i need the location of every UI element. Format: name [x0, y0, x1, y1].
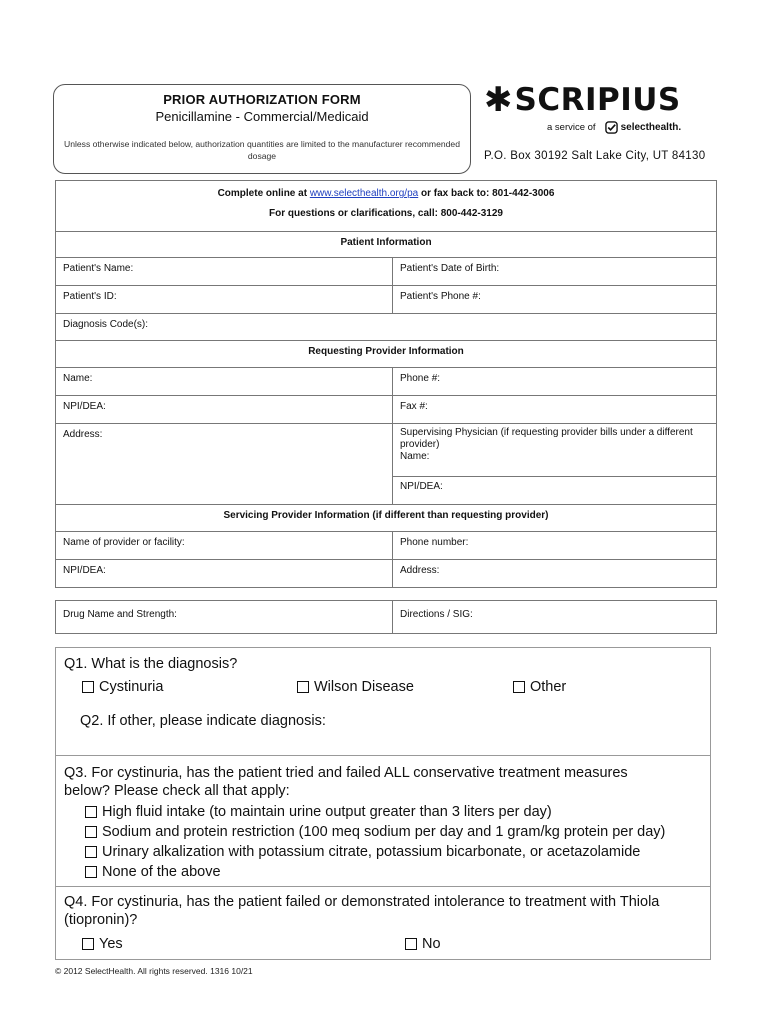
checkbox-icon[interactable] [82, 938, 94, 950]
service-prefix: a service of [547, 122, 596, 133]
form-note: Unless otherwise indicated below, authorization quantities are limited to the manufacturer recommended dosage [63, 139, 460, 161]
table-row [56, 559, 716, 587]
check-badge-icon [605, 121, 618, 134]
option-urinary-alkalization[interactable]: Urinary alkalization with potassium citrate, potassium bicarbonate, or acetazolamide [85, 844, 640, 860]
table-row [56, 531, 716, 559]
servicing-header-row [56, 504, 716, 531]
table-row [56, 313, 716, 340]
contact-line-2: For questions or clarifications, call: 800-442-3129 [269, 208, 503, 219]
supervising-name-field[interactable]: Name: [400, 451, 430, 462]
patient-dob-field[interactable]: Patient's Date of Birth: [392, 258, 716, 285]
directions-field[interactable]: Directions / SIG: [392, 601, 716, 633]
patient-header-row [56, 231, 716, 257]
option-other[interactable]: Other [513, 679, 566, 695]
q4-divider [56, 886, 710, 887]
asterisk-logo-icon: ✱ [484, 80, 513, 120]
supervising-physician-label: Supervising Physician (if requesting provider bills under a different provider) [400, 427, 693, 450]
copyright-footer: © 2012 SelectHealth. All rights reserved. 1316 10/21 [55, 966, 253, 976]
servicing-npi-field[interactable]: NPI/DEA: [63, 565, 106, 576]
requesting-header-row [56, 340, 716, 367]
questions-box [55, 647, 711, 960]
requesting-fax-field[interactable]: Fax #: [392, 396, 716, 423]
requesting-name-field[interactable]: Name: [63, 373, 93, 384]
supervising-npi-field[interactable]: NPI/DEA: [393, 476, 716, 505]
q3-divider [56, 755, 710, 756]
table-row [56, 395, 716, 423]
requesting-address-field[interactable]: Address: [63, 429, 103, 440]
mailing-address: P.O. Box 30192 Salt Lake City, UT 84130 [484, 150, 706, 162]
brand-block [484, 80, 724, 162]
servicing-address-field[interactable]: Address: [392, 560, 716, 587]
requesting-phone-field[interactable]: Phone #: [392, 368, 716, 395]
servicing-provider-header: Servicing Provider Information (if different than requesting provider) [223, 510, 549, 521]
servicing-name-field[interactable]: Name of provider or facility: [63, 537, 185, 548]
option-sodium-protein-restriction[interactable]: Sodium and protein restriction (100 meq sodium per day and 1 gram/kg protein per day) [85, 824, 665, 840]
selecthealth-link[interactable]: www.selecthealth.org/pa [309, 188, 419, 199]
checkbox-icon[interactable] [85, 806, 97, 818]
option-high-fluid-intake[interactable]: High fluid intake (to maintain urine output greater than 3 liters per day) [85, 804, 552, 820]
option-yes[interactable]: Yes [82, 936, 123, 952]
checkbox-icon[interactable] [82, 681, 94, 693]
table-row [56, 257, 716, 285]
table-row [56, 285, 716, 313]
q4-text: Q4. For cystinuria, has the patient failed or demonstrated intolerance to treatment with Thiola (tiopronin)? [64, 894, 660, 928]
drug-name-field[interactable]: Drug Name and Strength: [63, 609, 177, 620]
info-table [55, 180, 717, 588]
requesting-provider-header: Requesting Provider Information [308, 346, 464, 357]
option-none-of-the-above[interactable]: None of the above [85, 864, 221, 880]
checkbox-icon[interactable] [85, 866, 97, 878]
checkbox-icon[interactable] [85, 826, 97, 838]
option-wilson-disease[interactable]: Wilson Disease [297, 679, 414, 695]
diagnosis-code-field[interactable]: Diagnosis Code(s): [63, 319, 149, 330]
table-row [56, 601, 716, 633]
contact-row [56, 181, 716, 231]
form-title: PRIOR AUTHORIZATION FORM [163, 92, 361, 107]
form-subtitle: Penicillamine - Commercial/Medicaid [155, 109, 369, 124]
drug-table [55, 600, 717, 634]
service-line [547, 121, 681, 134]
scripius-logo [484, 80, 724, 120]
patient-phone-field[interactable]: Patient's Phone #: [392, 286, 716, 313]
checkbox-icon[interactable] [85, 846, 97, 858]
q1-text: Q1. What is the diagnosis? [64, 656, 238, 672]
checkbox-icon[interactable] [405, 938, 417, 950]
patient-name-field[interactable]: Patient's Name: [63, 263, 134, 274]
service-brand: selecthealth. [620, 122, 682, 133]
brand-name: SCRIPIUS [514, 82, 681, 118]
option-no[interactable]: No [405, 936, 441, 952]
checkbox-icon[interactable] [513, 681, 525, 693]
patient-info-header: Patient Information [340, 237, 432, 248]
requesting-npi-field[interactable]: NPI/DEA: [63, 401, 106, 412]
contact-line-1: Complete online at www.selecthealth.org/pa or fax back to: 801-442-3006 [217, 188, 555, 199]
q3-text: Q3. For cystinuria, has the patient tried and failed ALL conservative treatment measures below? Please check all that apply: [64, 765, 628, 799]
option-cystinuria[interactable]: Cystinuria [82, 679, 163, 695]
patient-id-field[interactable]: Patient's ID: [63, 291, 117, 302]
table-row [56, 423, 716, 504]
table-row [56, 367, 716, 395]
q2-text: Q2. If other, please indicate diagnosis: [80, 713, 326, 729]
checkbox-icon[interactable] [297, 681, 309, 693]
supervising-physician-cell [392, 424, 716, 504]
servicing-phone-field[interactable]: Phone number: [392, 532, 716, 559]
form-title-box [53, 84, 471, 174]
